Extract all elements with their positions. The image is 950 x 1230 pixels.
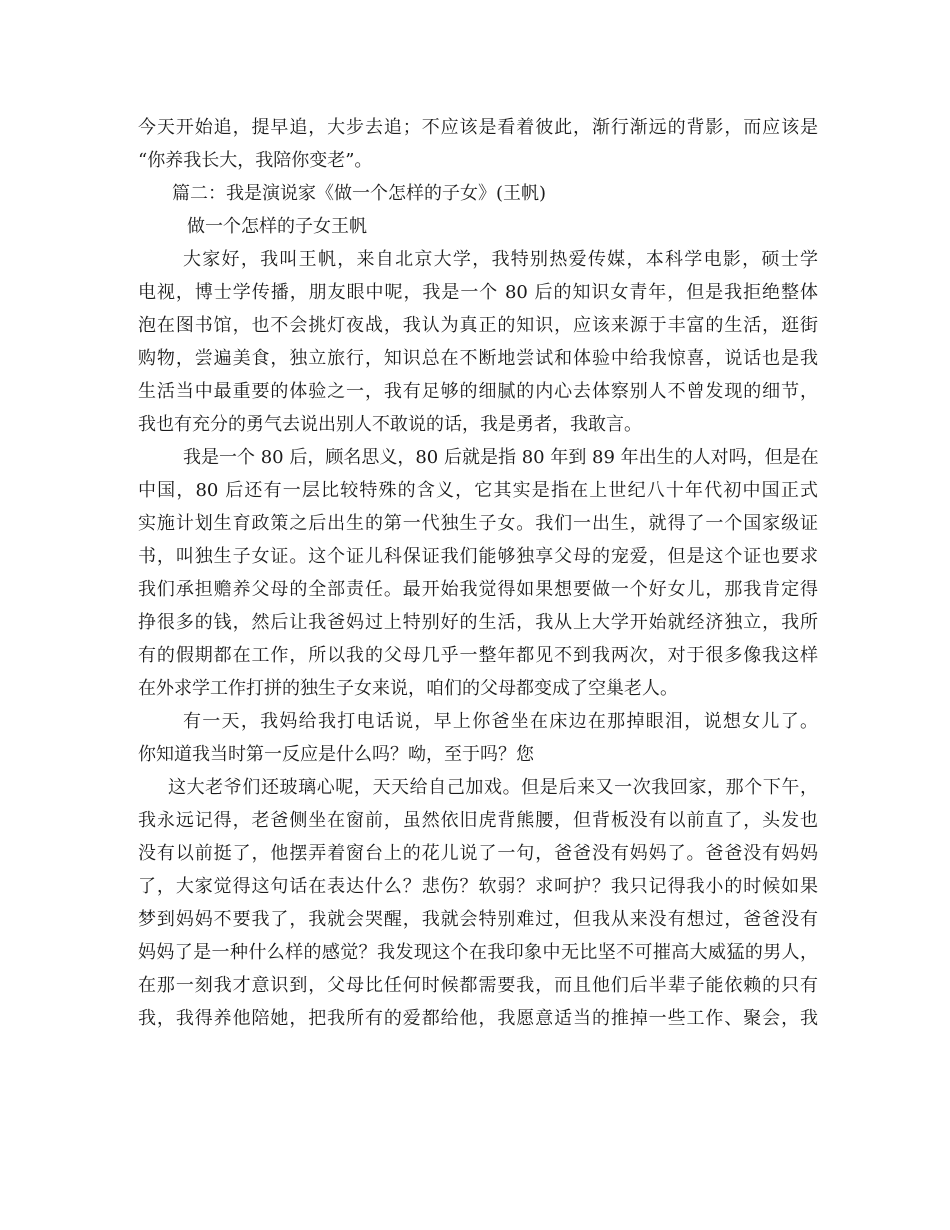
text-line: 在那一刻我才意识到，父母比任何时候都需要我，而且他们后半辈子能依赖的只有 xyxy=(138,975,818,996)
text-line: 你知道我当时第一反应是什么吗？呦，至于吗？您 xyxy=(138,744,534,765)
text-line: 了，大家觉得这句话在表达什么？悲伤？软弱？求呵护？我只记得我小的时候如果 xyxy=(138,876,818,897)
text-line: 妈妈了是一种什么样的感觉？我发现这个在我印象中无比坚不可摧高大威猛的男人， xyxy=(138,942,818,963)
text-line: 生活当中最重要的体验之一，我有足够的细腻的内心去体察别人不曾发现的细节， xyxy=(138,381,818,402)
text-line: 我们承担赡养父母的全部责任。最开始我觉得如果想要做一个好女儿，那我肯定得 xyxy=(138,579,818,600)
text-line: 今天开始追，提早追，大步去追；不应该是看着彼此，渐行渐远的背影，而应该是 xyxy=(138,117,818,138)
text-line: 泡在图书馆，也不会挑灯夜战，我认为真正的知识，应该来源于丰富的生活，逛街 xyxy=(138,315,818,336)
text-line: 购物，尝遍美食，独立旅行，知识总在不断地尝试和体验中给我惊喜，说话也是我 xyxy=(138,348,818,369)
speech-title: 做一个怎样的子女王帆 xyxy=(187,216,367,237)
text-line: 没有以前挺了，他摆弄着窗台上的花儿说了一句，爸爸没有妈妈了。爸爸没有妈妈 xyxy=(138,843,818,864)
text-line: 实施计划生育政策之后出生的第一代独生子女。我们一出生，就得了一个国家级证 xyxy=(138,513,818,534)
text-line: 我永远记得，老爸侧坐在窗前，虽然依旧虎背熊腰，但背板没有以前直了，头发也 xyxy=(138,810,818,831)
text-line: 有的假期都在工作，所以我的父母几乎一整年都见不到我两次，对于很多像我这样 xyxy=(138,645,818,666)
text-line: 我也有充分的勇气去说出别人不敢说的话，我是勇者，我敢言。 xyxy=(138,414,642,435)
text-line: 中国，80 后还有一层比较特殊的含义，它其实是指在上世纪八十年代初中国正式 xyxy=(138,480,818,501)
text-line: 挣很多的钱，然后让我爸妈过上特别好的生活，我从上大学开始就经济独立，我所 xyxy=(138,612,818,633)
text-line: 梦到妈妈不要我了，我就会哭醒，我就会特别难过，但我从来没有想过，爸爸没有 xyxy=(138,909,818,930)
section-heading: 篇二：我是演说家《做一个怎样的子女》(王帆) xyxy=(172,183,547,204)
text-line: 电视，博士学传播，朋友眼中呢，我是一个 80 后的知识女青年，但是我拒绝整体 xyxy=(138,282,818,303)
text-line: 书，叫独生子女证。这个证儿科保证我们能够独享父母的宠爱，但是这个证也要求 xyxy=(138,546,818,567)
text-line: 在外求学工作打拼的独生子女来说，咱们的父母都变成了空巢老人。 xyxy=(138,678,678,699)
text-line: 我，我得养他陪她，把我所有的爱都给他，我愿意适当的推掉一些工作、聚会，我 xyxy=(138,1008,818,1029)
document-body xyxy=(138,111,818,1035)
text-line: “你养我长大，我陪你变老”。 xyxy=(138,150,373,171)
text-line: 大家好，我叫王帆，来自北京大学，我特别热爱传媒，本科学电影，硕士学 xyxy=(183,249,818,270)
text-line: 这大老爷们还玻璃心呢，天天给自己加戏。但是后来又一次我回家，那个下午， xyxy=(168,777,818,798)
text-line: 有一天，我妈给我打电话说，早上你爸坐在床边在那掉眼泪，说想女儿了。 xyxy=(183,711,818,732)
text-line: 我是一个 80 后，顾名思义，80 后就是指 80 年到 89 年出生的人对吗，但是在 xyxy=(183,447,819,468)
